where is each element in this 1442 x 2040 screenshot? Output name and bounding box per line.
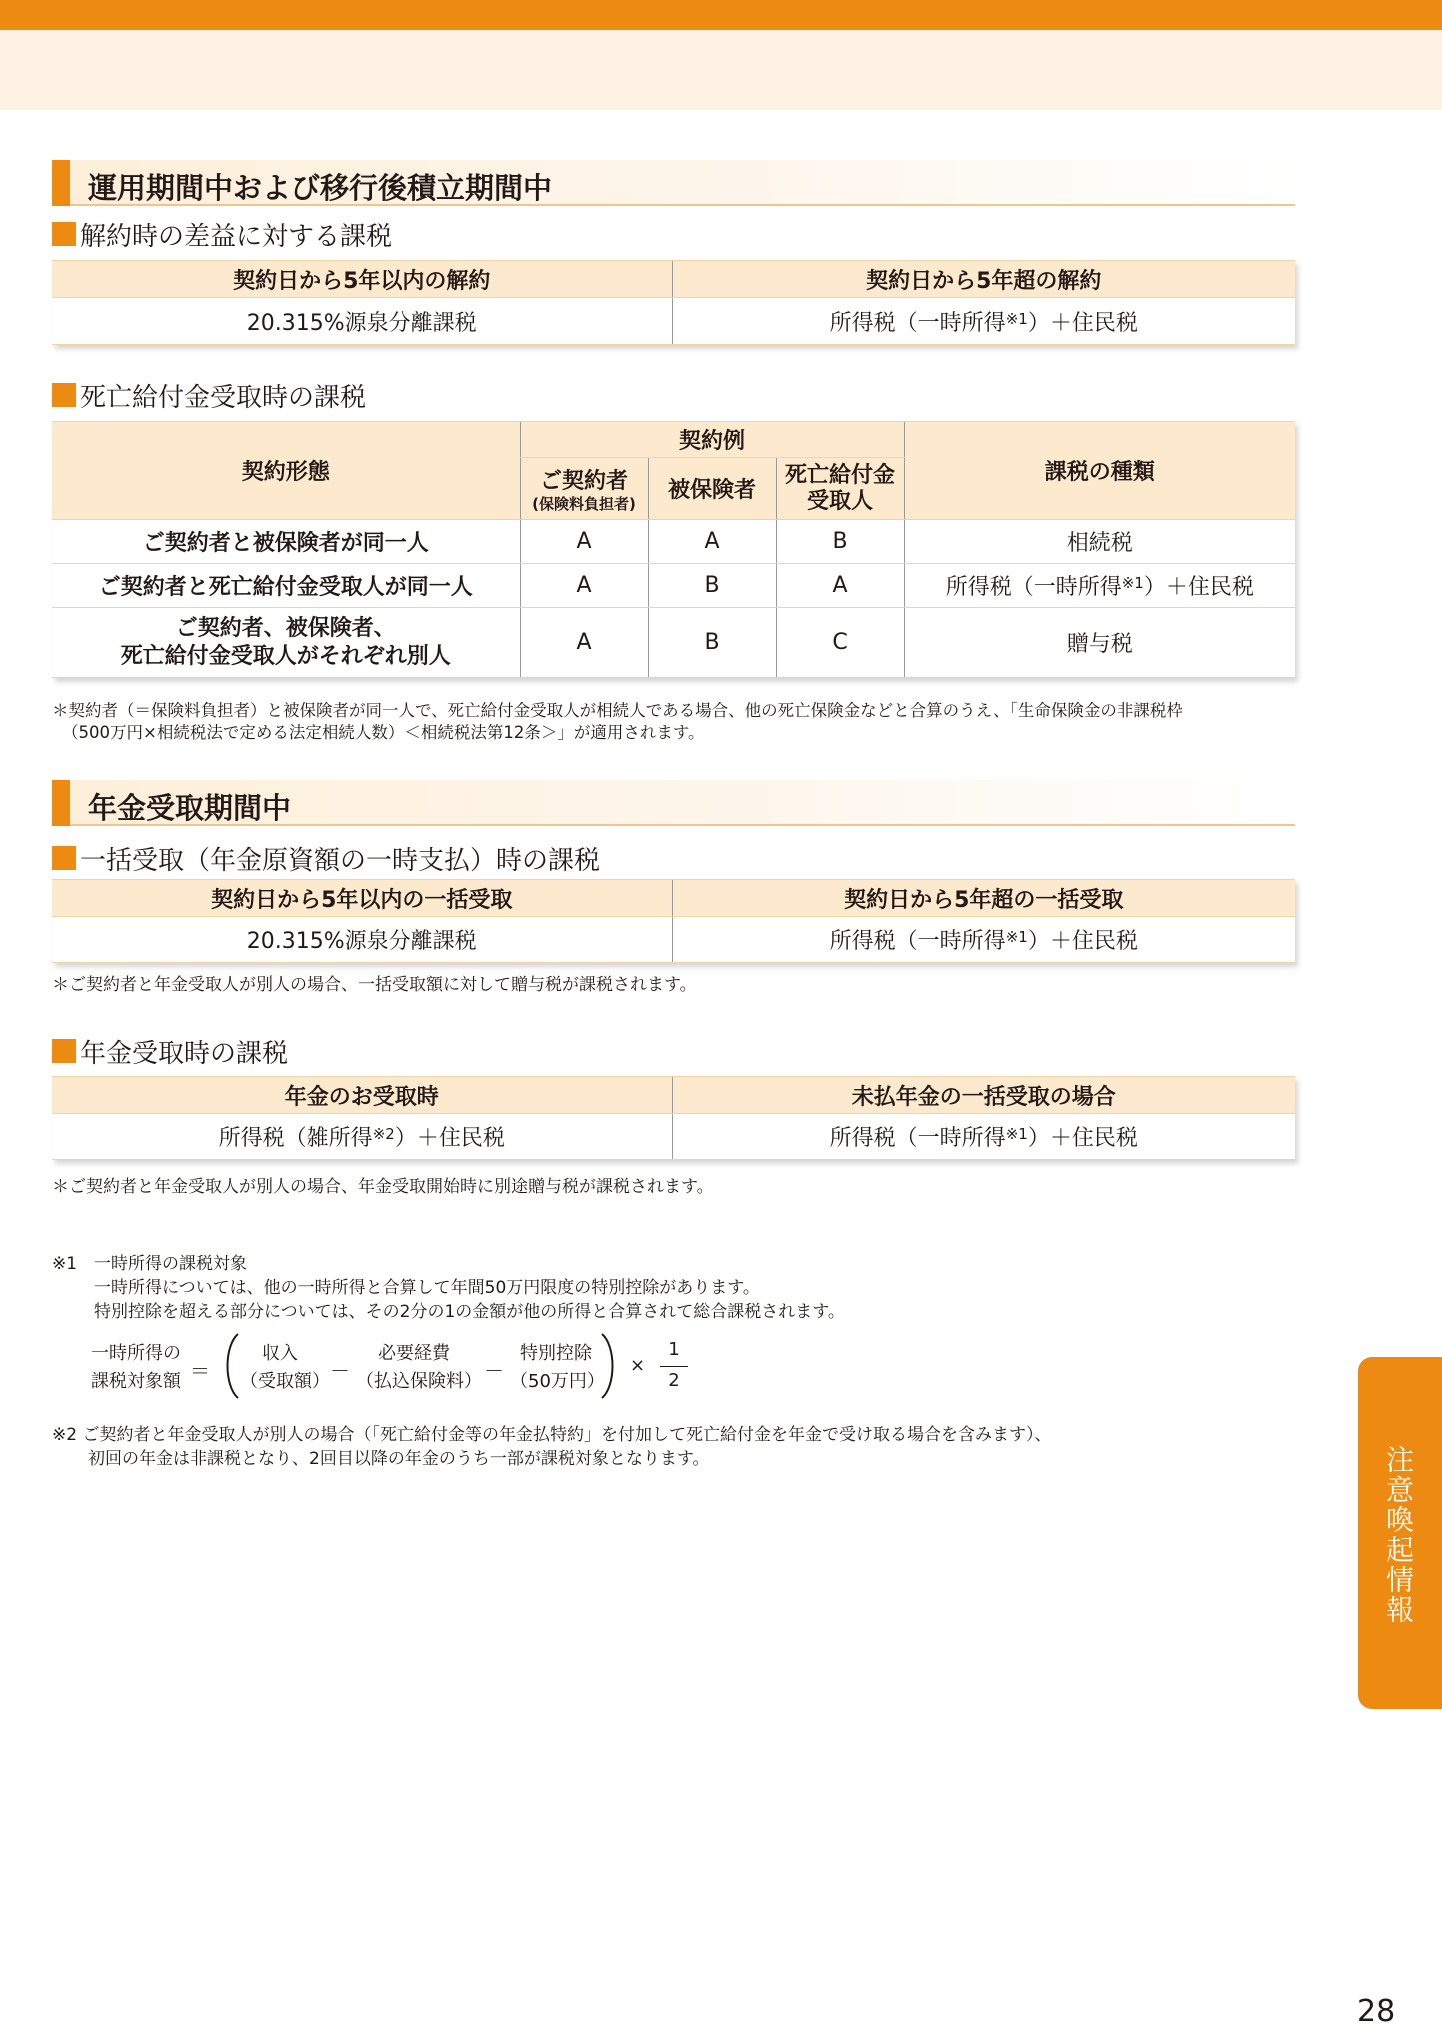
table-cell: B <box>776 520 904 564</box>
side-tab-label: 注意喚起情報 <box>1382 1445 1415 1625</box>
section-title: 運用期間中および移行後積立期間中 <box>88 171 553 205</box>
note-line: ＊契約者（＝保険料負担者）と被保険者が同一人で、死亡給付金受取人が相続人である場合、他の死亡保険金などと合算のうえ、「生命保険金の非課税枠 <box>52 701 1183 720</box>
section-heading-annuity <box>52 780 1295 826</box>
table-header: 契約日から5年超の一括受取 <box>672 880 1295 917</box>
cell-text: ご契約者、被保険者、 <box>175 615 396 641</box>
table-header: 契約日から5年以内の解約 <box>52 261 672 298</box>
cell-text: 所得税（一時所得 <box>829 1126 1006 1151</box>
annuity-tax-table <box>52 1076 1295 1160</box>
subheading-death-benefit <box>52 378 366 412</box>
footnote-2-line: 初回の年金は非課税となり、2回目以降の年金のうち一部が課税対象となります。 <box>88 1449 710 1469</box>
formula-text: 一時所得の <box>91 1343 181 1364</box>
top-header-band <box>0 30 1442 110</box>
top-accent-bar <box>0 0 1442 30</box>
cell-text: ）＋住民税 <box>1027 1126 1138 1151</box>
section-heading-bar <box>52 160 70 206</box>
note-lump-sum: ＊ご契約者と年金受取人が別人の場合、一括受取額に対して贈与税が課税されます。 <box>52 975 697 995</box>
formula-lhs <box>86 1340 186 1396</box>
cell-text: 所得税（一時所得 <box>829 310 1006 336</box>
table-cell: A <box>776 564 904 608</box>
table-cell: ご契約者と被保険者が同一人 <box>52 520 520 564</box>
formula-minus: － <box>484 1359 504 1383</box>
formula-text: 特別控除 <box>520 1343 592 1364</box>
table-cell: A <box>520 520 648 564</box>
square-bullet-icon <box>52 846 76 870</box>
table-header-contractor <box>520 458 648 520</box>
table-header: 契約例 <box>520 422 904 458</box>
formula-minus: － <box>330 1359 350 1383</box>
footnote-1-title: ※1 一時所得の課税対象 <box>52 1254 248 1274</box>
footnote-mark: ※1 <box>1121 574 1144 592</box>
cell-text: ）＋住民税 <box>1143 575 1254 600</box>
footnote-mark: ※1 <box>1005 309 1028 328</box>
fraction-line <box>660 1366 688 1367</box>
subheading-surrender <box>52 217 392 251</box>
section-title: 年金受取期間中 <box>88 791 292 825</box>
formula-text: 課税対象額 <box>91 1371 181 1392</box>
square-bullet-icon <box>52 1039 76 1063</box>
footnote-1-line: 特別控除を超える部分については、その2分の1の金額が他の所得と合算されて総合課税されます。 <box>94 1302 845 1322</box>
table-cell <box>52 1114 672 1160</box>
cell-text: ）＋住民税 <box>394 1126 505 1151</box>
header-text: 死亡給付金 <box>785 462 896 488</box>
table-cell: B <box>648 564 776 608</box>
table-cell <box>672 917 1295 963</box>
header-text: 受取人 <box>807 488 874 514</box>
note-death-benefit <box>52 700 1183 744</box>
table-cell: A <box>520 608 648 678</box>
table-cell: 相続税 <box>904 520 1295 564</box>
subheading-label: 死亡給付金受取時の課税 <box>80 382 367 413</box>
table-cell: 20.315%源泉分離課税 <box>52 298 672 345</box>
page-number: 28 <box>1357 1994 1396 2029</box>
table-cell <box>52 608 520 678</box>
subheading-label: 解約時の差益に対する課税 <box>80 221 393 252</box>
footnote-2-line: ※2 ご契約者と年金受取人が別人の場合（「死亡給付金等の年金払特約」を付加して死亡給付金を年金で受け取る場合を含みます）、 <box>52 1425 1052 1445</box>
formula-text: 収入 <box>262 1343 298 1364</box>
section-heading-accumulation <box>52 160 1295 206</box>
note-line: （500万円×相続税法で定める法定相続人数）＜相続税法第12条＞」が適用されます。 <box>62 723 705 742</box>
formula-times: × <box>630 1355 646 1376</box>
table-cell: 20.315%源泉分離課税 <box>52 917 672 963</box>
left-paren-icon <box>218 1332 242 1400</box>
cell-text: 所得税（雑所得 <box>218 1126 373 1151</box>
footnote-mark: ※2 <box>372 1125 395 1143</box>
formula-text: （受取額） <box>240 1371 330 1392</box>
lump-sum-tax-table <box>52 879 1295 963</box>
cell-text: ）＋住民税 <box>1027 929 1138 954</box>
footnote-1-line: 一時所得については、他の一時所得と合算して年間50万円限度の特別控除があります。 <box>94 1278 760 1298</box>
square-bullet-icon <box>52 222 76 246</box>
subheading-label: 一括受取（年金原資額の一時支払）時の課税 <box>80 845 601 876</box>
table-header: 未払年金の一括受取の場合 <box>672 1077 1295 1114</box>
square-bullet-icon <box>52 383 76 407</box>
cell-text: 死亡給付金受取人がそれぞれ別人 <box>120 643 451 669</box>
table-cell <box>672 298 1295 345</box>
formula-numerator: 1 <box>668 1339 680 1360</box>
table-header: 契約日から5年以内の一括受取 <box>52 880 672 917</box>
table-cell: A <box>520 564 648 608</box>
table-header: 年金のお受取時 <box>52 1077 672 1114</box>
formula-text: （50万円） <box>510 1371 605 1392</box>
header-text: ご契約者 <box>539 469 628 494</box>
table-cell: C <box>776 608 904 678</box>
formula-denominator: 2 <box>668 1370 680 1391</box>
table-cell <box>672 1114 1295 1160</box>
subheading-label: 年金受取時の課税 <box>80 1038 289 1069</box>
header-subtext: (保険料負担者) <box>532 495 636 513</box>
surrender-tax-table <box>52 260 1295 345</box>
formula-deduction <box>510 1340 605 1396</box>
table-header: 契約形態 <box>52 422 520 520</box>
table-header: 契約日から5年超の解約 <box>672 261 1295 298</box>
formula-text: 必要経費 <box>378 1343 450 1364</box>
cell-text: 所得税（一時所得 <box>945 575 1122 600</box>
formula-text: （払込保険料） <box>356 1371 482 1392</box>
cell-text: 所得税（一時所得 <box>829 929 1006 954</box>
subheading-annuity-payment <box>52 1034 288 1068</box>
footnote-mark: ※1 <box>1005 1125 1028 1143</box>
table-cell: A <box>648 520 776 564</box>
formula-expense <box>356 1340 482 1396</box>
subheading-lump-sum <box>52 841 600 875</box>
table-header: 被保険者 <box>648 458 776 520</box>
side-tab-caution[interactable] <box>1358 1357 1442 1709</box>
table-cell: ご契約者と死亡給付金受取人が同一人 <box>52 564 520 608</box>
table-cell: B <box>648 608 776 678</box>
table-cell <box>904 564 1295 608</box>
death-benefit-tax-table <box>52 421 1295 678</box>
table-header-recipient <box>776 458 904 520</box>
table-cell: 贈与税 <box>904 608 1295 678</box>
note-annuity: ＊ご契約者と年金受取人が別人の場合、年金受取開始時に別途贈与税が課税されます。 <box>52 1177 714 1197</box>
cell-text: ）＋住民税 <box>1027 310 1138 336</box>
right-paren-icon <box>598 1332 622 1400</box>
formula-equals: ＝ <box>190 1359 210 1383</box>
footnote-mark: ※1 <box>1005 928 1028 946</box>
formula-income <box>240 1340 330 1396</box>
section-heading-bar <box>52 780 70 826</box>
table-header: 課税の種類 <box>904 422 1295 520</box>
